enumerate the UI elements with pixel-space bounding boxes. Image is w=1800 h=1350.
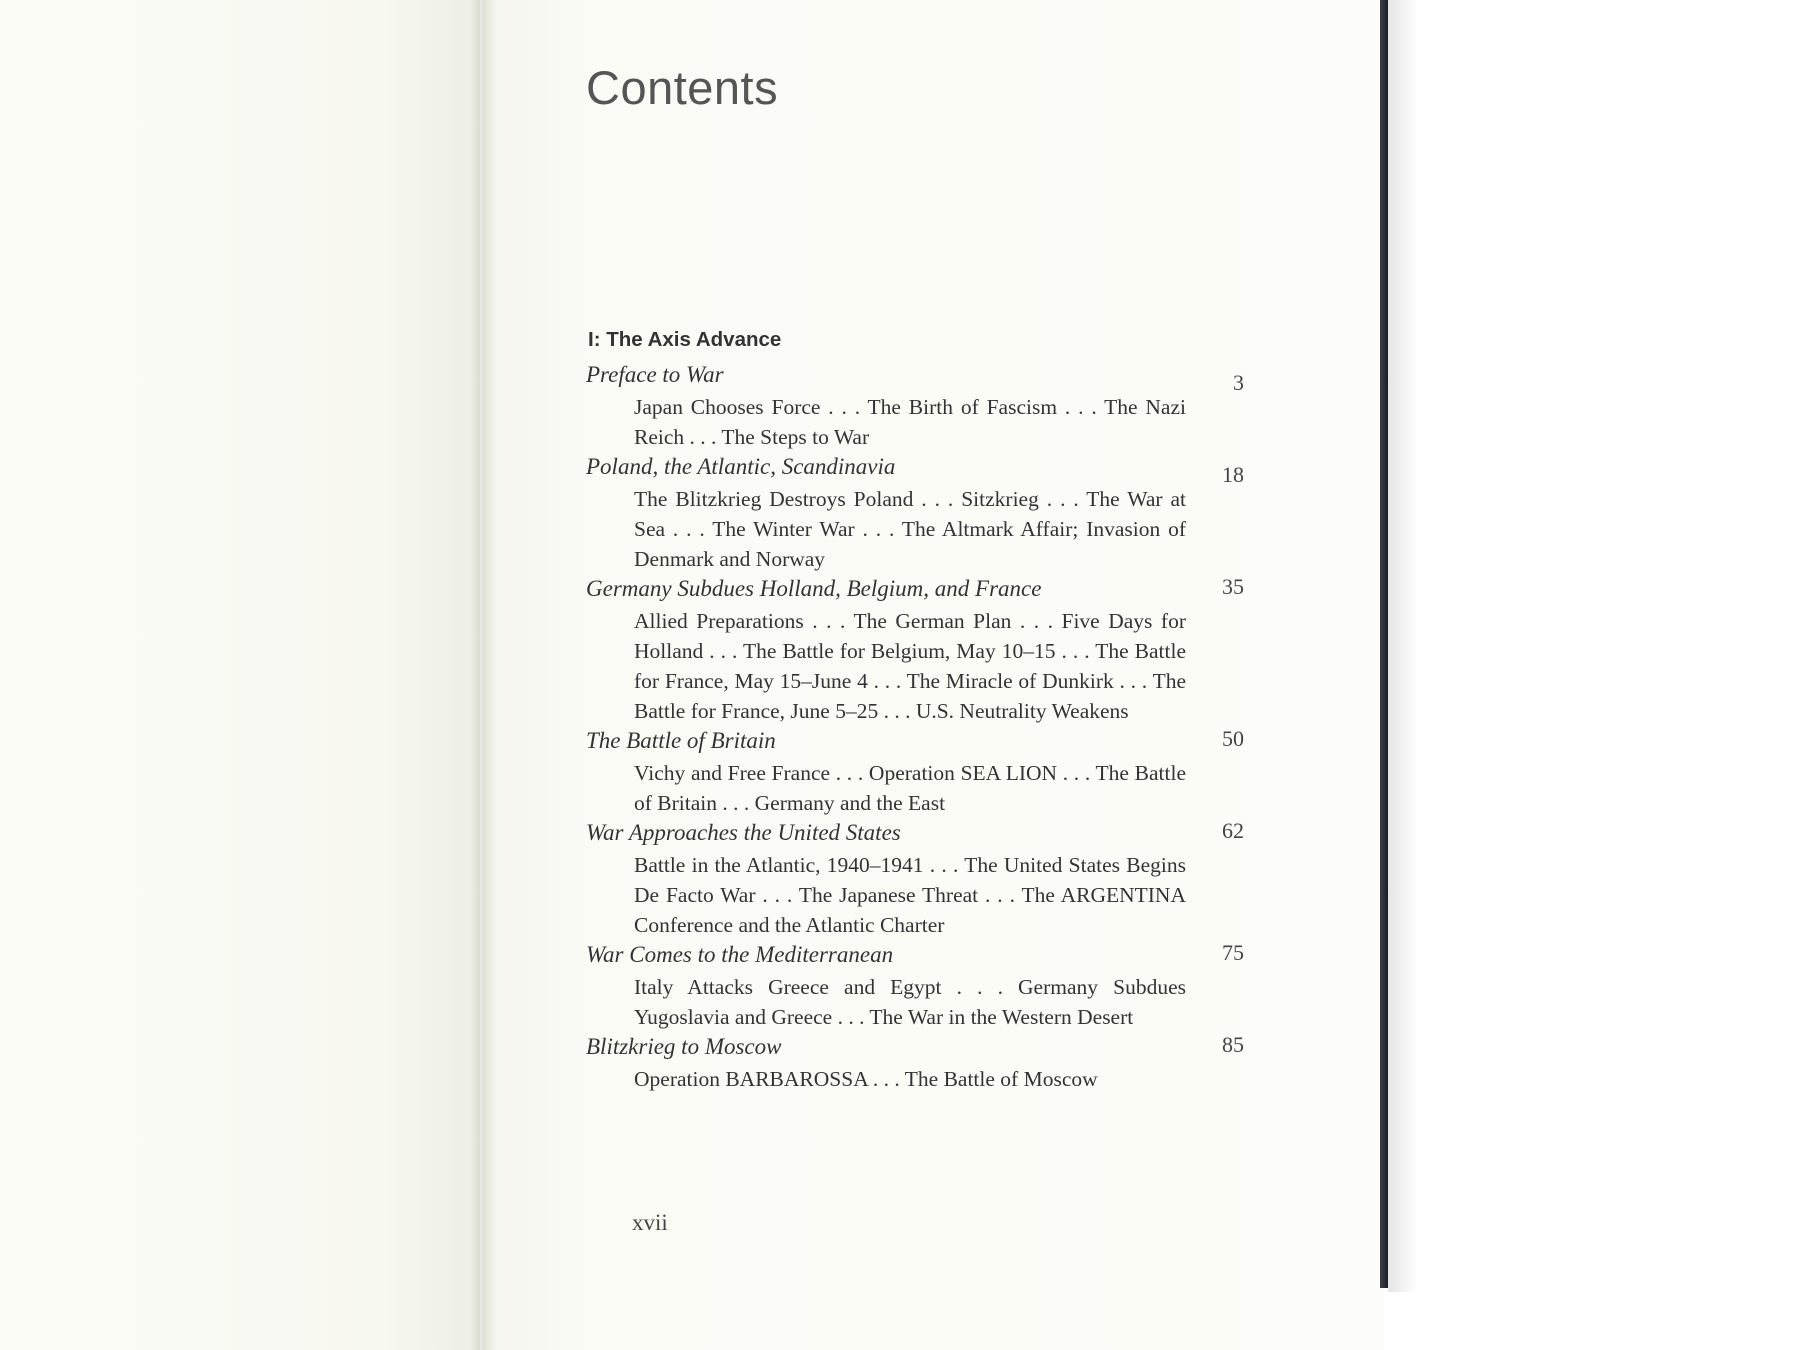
left-page	[0, 0, 480, 1350]
page-folio: xvii	[632, 1210, 668, 1235]
chapter-page-number: 85	[1222, 1032, 1244, 1057]
chapter-summary: Vichy and Free France . . . Operation SEA LION . . . The Battle of Britain . . . Germany and the East	[634, 761, 1186, 815]
chapter-title: Blitzkrieg to Moscow	[586, 1034, 782, 1059]
toc-entry	[586, 1032, 1246, 1094]
book-gutter	[470, 0, 496, 1350]
chapter-page-number: 18	[1222, 462, 1244, 487]
chapter-summary: Battle in the Atlantic, 1940–1941 . . . The United States Begins De Facto War . . . The Japanese Threat . . . The ARGENTINA Conference and the Atlantic Charter	[634, 853, 1186, 937]
toc-entry	[586, 452, 1246, 574]
cover-shadow	[1388, 0, 1418, 1292]
toc-entry	[586, 574, 1246, 726]
chapter-page-number: 35	[1222, 574, 1244, 599]
toc-entry	[586, 818, 1246, 940]
toc-entry	[586, 940, 1246, 1032]
chapter-summary: Italy Attacks Greece and Egypt . . . Germany Subdues Yugoslavia and Greece . . . The War in the Western Desert	[634, 975, 1186, 1029]
chapter-page-number: 75	[1222, 940, 1244, 965]
chapter-summary: Operation BARBAROSSA . . . The Battle of Moscow	[634, 1067, 1098, 1091]
page-title: Contents	[586, 61, 779, 114]
toc-entry	[586, 726, 1246, 818]
chapter-summary: The Blitzkrieg Destroys Poland . . . Sitzkrieg . . . The War at Sea . . . The Winter War . . . The Altmark Affair; Invasion of Denmark and Norway	[634, 487, 1186, 571]
book-cover-edge	[1380, 0, 1388, 1288]
chapter-title: Germany Subdues Holland, Belgium, and France	[586, 576, 1042, 601]
chapter-page-number: 50	[1222, 726, 1244, 751]
chapter-title: The Battle of Britain	[586, 728, 776, 753]
chapter-title: War Approaches the United States	[586, 820, 901, 845]
chapter-title: War Comes to the Mediterranean	[586, 942, 894, 967]
chapter-summary: Japan Chooses Force . . . The Birth of Fascism . . . The Nazi Reich . . . The Steps to War	[634, 395, 1186, 449]
table-of-contents	[586, 360, 1246, 1094]
toc-entry	[586, 360, 1246, 452]
part-heading: I: The Axis Advance	[588, 328, 782, 351]
chapter-title: Preface to War	[586, 362, 724, 387]
chapter-page-number: 3	[1233, 370, 1244, 395]
chapter-page-number: 62	[1222, 818, 1244, 843]
chapter-title: Poland, the Atlantic, Scandinavia	[586, 454, 896, 479]
chapter-summary: Allied Preparations . . . The German Plan . . . Five Days for Holland . . . The Battle for Belgium, May 10–15 . . . The Battle for France, May 15–June 4 . . . The Miracle of Dunkirk . . . The Battle for France, June 5–25 . . . U.S. Neutrality Weakens	[634, 609, 1186, 723]
